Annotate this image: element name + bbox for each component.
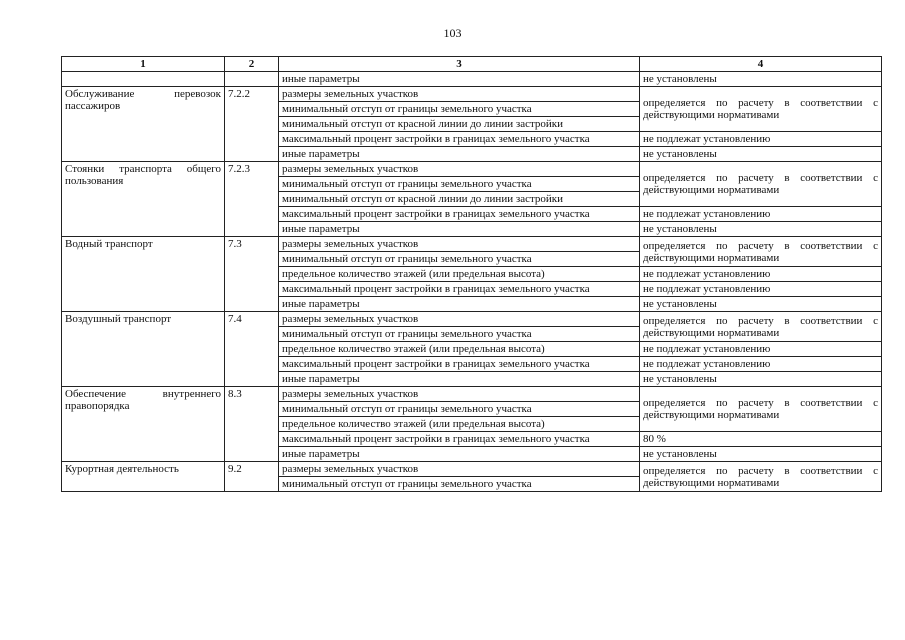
parameter-cell: иные параметры — [279, 147, 640, 162]
parameter-cell: размеры земельных участков — [279, 162, 640, 177]
value-cell: определяется по расчету в соответствии с действующими нормативами — [640, 87, 882, 132]
column-header: 3 — [279, 57, 640, 72]
parameter-cell: предельное количество этажей (или предельная высота) — [279, 342, 640, 357]
parameter-cell: иные параметры — [279, 447, 640, 462]
value-cell: не подлежат установлению — [640, 357, 882, 372]
parameter-cell: минимальный отступ от границы земельного участка — [279, 477, 640, 492]
value-cell: не установлены — [640, 297, 882, 312]
category-name-cell: Курортная деятельность — [62, 462, 225, 492]
category-code-cell: 7.3 — [225, 237, 279, 312]
page-number: 103 — [443, 26, 462, 40]
value-cell: не установлены — [640, 72, 882, 87]
parameter-cell: иные параметры — [279, 297, 640, 312]
parameter-cell: минимальный отступ от красной линии до линии застройки — [279, 192, 640, 207]
category-code-cell: 7.2.3 — [225, 162, 279, 237]
parameter-cell: максимальный процент застройки в границах земельного участка — [279, 432, 640, 447]
regulations-table — [61, 56, 882, 492]
parameter-cell: размеры земельных участков — [279, 312, 640, 327]
parameter-cell: минимальный отступ от границы земельного участка — [279, 177, 640, 192]
value-cell: определяется по расчету в соответствии с действующими нормативами — [640, 162, 882, 207]
table-header-row — [62, 57, 882, 72]
category-code-cell: 7.2.2 — [225, 87, 279, 162]
parameter-cell: размеры земельных участков — [279, 87, 640, 102]
category-name-cell: Обеспечение внутреннего правопорядка — [62, 387, 225, 462]
value-cell: определяется по расчету в соответствии с действующими нормативами — [640, 312, 882, 342]
category-name-cell: Воздушный транспорт — [62, 312, 225, 387]
parameter-cell: максимальный процент застройки в границах земельного участка — [279, 357, 640, 372]
parameter-cell: минимальный отступ от красной линии до линии застройки — [279, 117, 640, 132]
parameter-cell: предельное количество этажей (или предельная высота) — [279, 267, 640, 282]
category-name-cell — [62, 72, 225, 87]
value-cell: не подлежат установлению — [640, 207, 882, 222]
column-header: 4 — [640, 57, 882, 72]
parameter-cell: минимальный отступ от границы земельного участка — [279, 327, 640, 342]
parameter-cell: размеры земельных участков — [279, 462, 640, 477]
value-cell: не подлежат установлению — [640, 132, 882, 147]
value-cell: не установлены — [640, 372, 882, 387]
value-cell: не подлежат установлению — [640, 267, 882, 282]
value-cell: не подлежат установлению — [640, 282, 882, 297]
value-cell: определяется по расчету в соответствии с действующими нормативами — [640, 237, 882, 267]
parameter-cell: минимальный отступ от границы земельного участка — [279, 252, 640, 267]
value-cell: не установлены — [640, 447, 882, 462]
table-row — [62, 237, 882, 252]
category-code-cell: 9.2 — [225, 462, 279, 492]
parameter-cell: размеры земельных участков — [279, 387, 640, 402]
category-name-cell: Стоянки транспорта общего пользования — [62, 162, 225, 237]
parameter-cell: иные параметры — [279, 72, 640, 87]
value-cell: определяется по расчету в соответствии с действующими нормативами — [640, 462, 882, 492]
category-code-cell: 7.4 — [225, 312, 279, 387]
value-cell: не подлежат установлению — [640, 342, 882, 357]
parameter-cell: размеры земельных участков — [279, 237, 640, 252]
category-name-cell: Водный транспорт — [62, 237, 225, 312]
value-cell: 80 % — [640, 432, 882, 447]
category-code-cell: 8.3 — [225, 387, 279, 462]
column-header: 2 — [225, 57, 279, 72]
table-body — [62, 72, 882, 492]
parameter-cell: максимальный процент застройки в границах земельного участка — [279, 282, 640, 297]
parameter-cell: предельное количество этажей (или предельная высота) — [279, 417, 640, 432]
table-row — [62, 72, 882, 87]
parameter-cell: максимальный процент застройки в границах земельного участка — [279, 207, 640, 222]
parameter-cell: иные параметры — [279, 372, 640, 387]
table-row — [62, 162, 882, 177]
parameter-cell: иные параметры — [279, 222, 640, 237]
category-name-cell: Обслуживание перевозок пассажиров — [62, 87, 225, 162]
parameter-cell: минимальный отступ от границы земельного участка — [279, 402, 640, 417]
table-row — [62, 387, 882, 402]
value-cell: не установлены — [640, 222, 882, 237]
parameter-cell: минимальный отступ от границы земельного участка — [279, 102, 640, 117]
parameter-cell: максимальный процент застройки в границах земельного участка — [279, 132, 640, 147]
value-cell: не установлены — [640, 147, 882, 162]
table-row — [62, 87, 882, 102]
table-row — [62, 312, 882, 327]
value-cell: определяется по расчету в соответствии с действующими нормативами — [640, 387, 882, 432]
table-row — [62, 462, 882, 477]
column-header: 1 — [62, 57, 225, 72]
category-code-cell — [225, 72, 279, 87]
